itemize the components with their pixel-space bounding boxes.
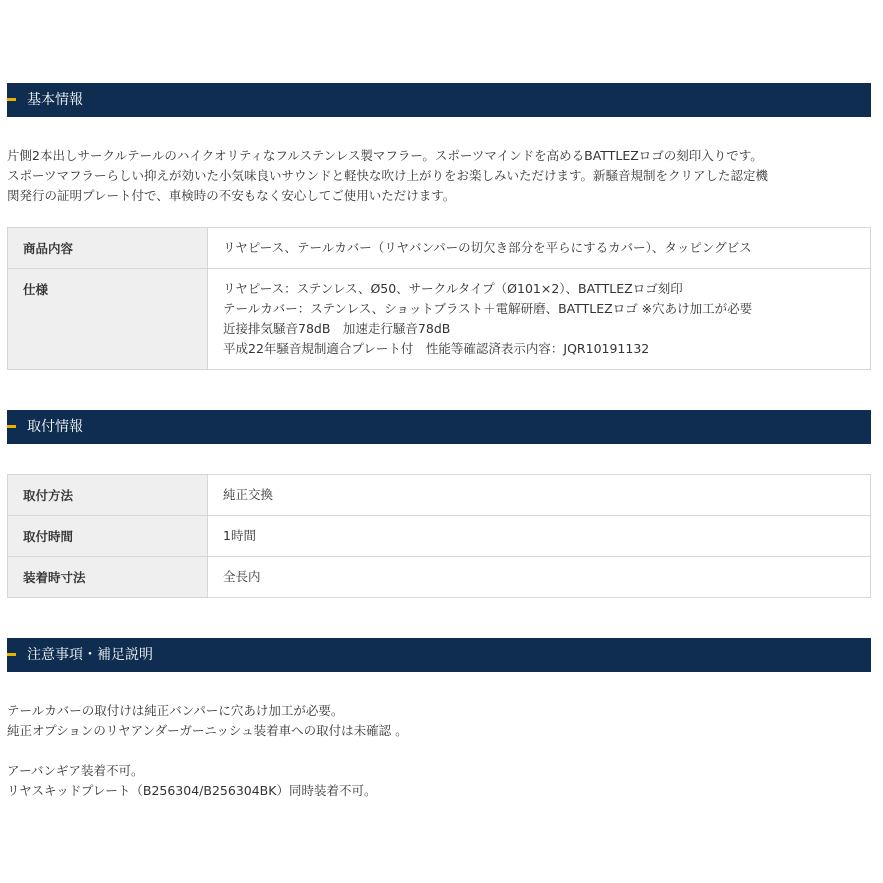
notes-paragraph [7, 701, 873, 741]
description-line: スポーツマフラーらしい抑えが効いた小気味良いサウンドと軽快な吹け上がりをお楽しみいただけます。新騒音規制をクリアした認定機 [7, 168, 769, 183]
notes-paragraph [7, 761, 873, 801]
section-header-basic-info [7, 83, 871, 117]
table-row [8, 269, 871, 370]
table-row [8, 475, 871, 516]
row-label: 仕様 [8, 269, 208, 370]
row-value [208, 269, 871, 370]
value-line: 1時間 [223, 528, 256, 543]
row-value [208, 228, 871, 269]
row-label: 取付時間 [8, 516, 208, 557]
value-line: 近接排気騒音78dB 加速走行騒音78dB [223, 321, 451, 336]
row-label: 商品内容 [8, 228, 208, 269]
basic-info-table [7, 227, 871, 370]
table-row [8, 557, 871, 598]
install-info-table [7, 474, 871, 598]
product-description [7, 146, 873, 206]
section-title: 取付情報 [27, 419, 83, 435]
row-label: 装着時寸法 [8, 557, 208, 598]
header-accent-bar [7, 425, 16, 428]
row-label: 取付方法 [8, 475, 208, 516]
value-line: テールカバー：ステンレス、ショットブラスト＋電解研磨、BATTLEZロゴ ※穴あけ加工が必要 [223, 301, 753, 316]
value-line: 平成22年騒音規制適合プレート付 性能等確認済表示内容：JQR10191132 [223, 341, 650, 356]
section-header-notes [7, 638, 871, 672]
note-line: アーバンギア装着不可。 [7, 763, 144, 778]
note-line: テールカバーの取付けは純正バンパーに穴あけ加工が必要。 [7, 703, 344, 718]
row-value [208, 557, 871, 598]
table-row [8, 516, 871, 557]
header-accent-bar [7, 653, 16, 656]
row-value [208, 475, 871, 516]
table-row [8, 228, 871, 269]
header-accent-bar [7, 98, 16, 101]
section-title: 注意事項・補足説明 [27, 647, 153, 663]
value-line: リヤピース、テールカバー（リヤバンパーの切欠き部分を平らにするカバー）、タッピングビス [223, 240, 752, 255]
description-line: 片側2本出しサークルテールのハイクオリティなフルステンレス製マフラー。スポーツマインドを高めるBATTLEZロゴの刻印入りです。 [7, 148, 763, 163]
section-title: 基本情報 [27, 92, 83, 108]
section-header-install-info [7, 410, 871, 444]
value-line: リヤピース：ステンレス、Ø50、サークルタイプ（Ø101×2）、BATTLEZロゴ刻印 [223, 281, 683, 296]
description-line: 関発行の証明プレート付で、車検時の不安もなく安心してご使用いただけます。 [7, 188, 456, 203]
value-line: 純正交換 [223, 487, 274, 502]
note-line: 純正オプションのリヤアンダーガーニッシュ装着車への取付は未確認 。 [7, 723, 408, 738]
row-value [208, 516, 871, 557]
value-line: 全長内 [223, 569, 261, 584]
note-line: リヤスキッドプレート（B256304/B256304BK）同時装着不可。 [7, 783, 377, 798]
